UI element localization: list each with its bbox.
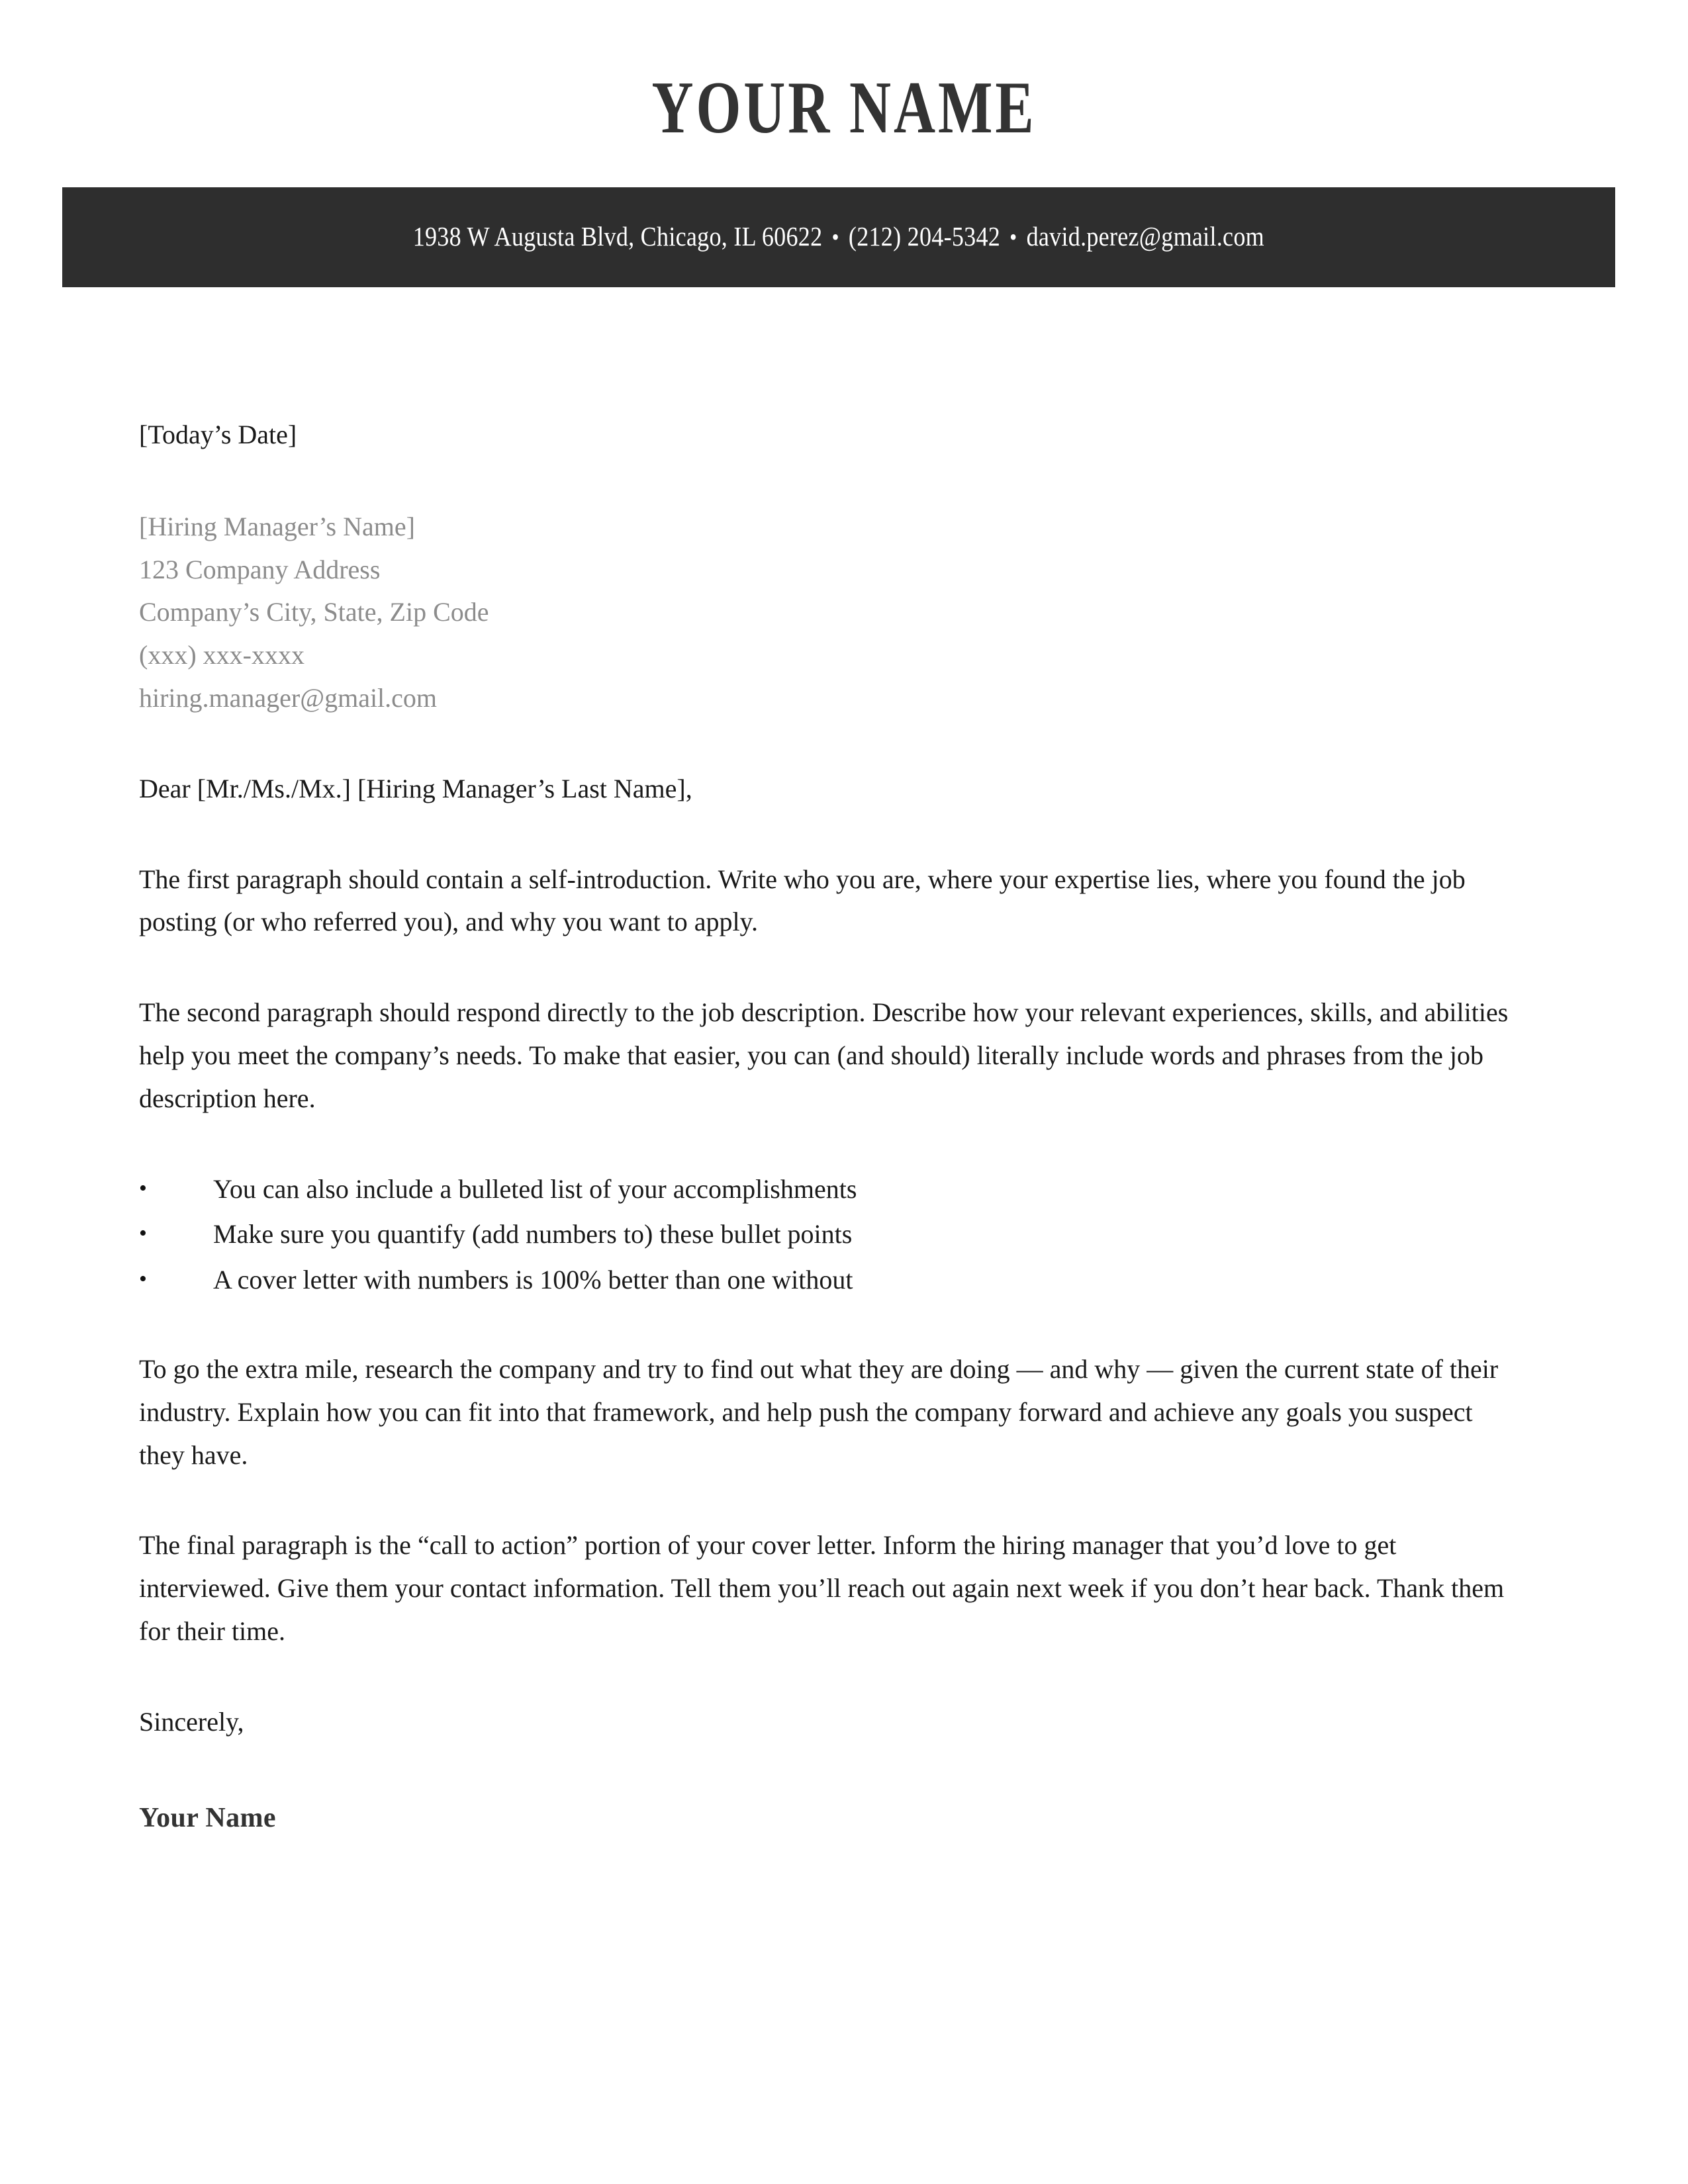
recipient-email: hiring.manager@gmail.com [139, 682, 438, 713]
recipient-city-state-zip: Company’s City, State, Zip Code [139, 597, 489, 627]
body-paragraph-4: The final paragraph is the “call to action” portion of your cover letter. Inform the hiring manager that you’d love to get interviewed. Give them your contact information. Tell them you’ll reach out again next week if you don’t hear back. Thank them for their time. [139, 1530, 1505, 1646]
body-paragraph-2: The second paragraph should respond directly to the job description. Describe how your relevant experiences, skills, and abilities help you meet the company’s needs. To make that easier, you can (and should) literally include words and phrases from the job description here. [139, 997, 1509, 1113]
contact-line [413, 220, 1264, 253]
accomplishments-list [139, 1168, 1523, 1302]
contact-bar [62, 187, 1615, 287]
closing-line: Sincerely, [139, 1706, 244, 1737]
letter-header [0, 0, 1688, 148]
list-item-label: Make sure you quantify (add numbers to) these bullet points [213, 1219, 853, 1250]
list-item [139, 1213, 1523, 1256]
recipient-name: [Hiring Manager’s Name] [139, 511, 415, 541]
contact-address: 1938 W Augusta Blvd, Chicago, IL 60622 [412, 221, 823, 252]
body-paragraph-3: To go the extra mile, research the company and try to find out what they are doing — and why — given the current state of their industry. Explain how you can fit into that framework, and help push the company forward and achieve any goals you suspect they have. [139, 1353, 1499, 1470]
letter-body [139, 414, 1523, 1841]
date-line: [Today’s Date] [139, 420, 297, 449]
bullet-icon: • [139, 1175, 147, 1201]
recipient-address: 123 Company Address [139, 554, 381, 584]
salutation: Dear [Mr./Ms./Mx.] [Hiring Manager’s Last Name], [139, 773, 692, 803]
page-title: YOUR NAME [651, 67, 1037, 149]
bullet-icon: • [139, 1221, 147, 1246]
list-item-label: A cover letter with numbers is 100% better than one without [213, 1265, 853, 1295]
contact-separator-icon: • [831, 224, 840, 251]
list-item-label: You can also include a bulleted list of your accomplishments [213, 1173, 857, 1204]
recipient-block [139, 506, 1523, 720]
body-paragraph-1: The first paragraph should contain a self-introduction. Write who you are, where your expertise lies, where you found the job posting (or who referred you), and why you want to apply. [139, 864, 1466, 937]
contact-separator-icon: • [1009, 224, 1017, 251]
bullet-icon: • [139, 1267, 147, 1292]
list-item [139, 1168, 1523, 1211]
contact-email: david.perez@gmail.com [1026, 221, 1265, 252]
signature-name: Your Name [139, 1802, 276, 1833]
list-item [139, 1259, 1523, 1302]
recipient-phone: (xxx) xxx-xxxx [139, 640, 305, 670]
contact-phone: (212) 204-5342 [849, 221, 1001, 252]
